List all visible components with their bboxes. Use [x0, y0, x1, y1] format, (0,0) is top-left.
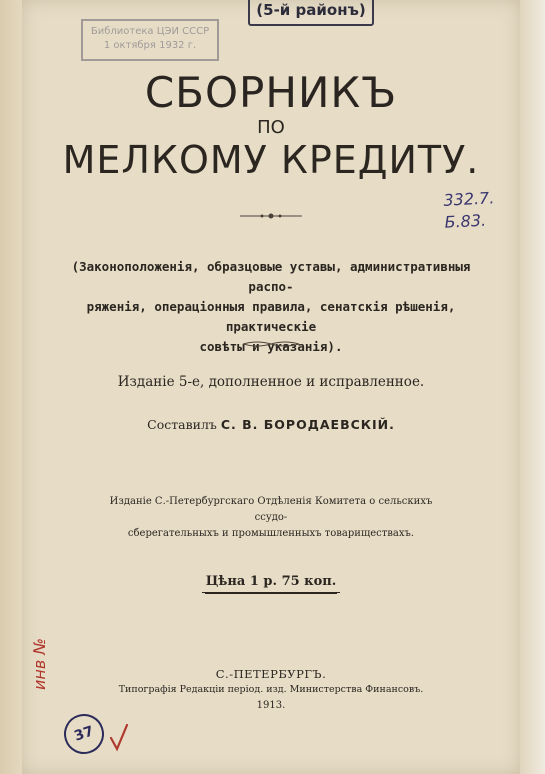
red-check-icon: [108, 722, 130, 752]
publisher-line-1: Изданіе С.-Петербургскаго Отдѣленія Комитета о сельскихъ ссудо-: [109, 496, 433, 523]
description-line-3: совѣты и указанія).: [199, 339, 343, 354]
compiler-name: С. В. БОРОДАЕВСКІЙ.: [220, 417, 395, 432]
inventory-note: инв №: [30, 637, 49, 690]
flourish-icon: [240, 212, 302, 220]
description-line-2: ряженія, операціонныя правила, сенатскія рѣшенія, практическіе: [86, 299, 456, 334]
book-title: СБОРНИКЪ: [144, 68, 398, 117]
ornament-divider-1: [22, 212, 520, 223]
publisher-statement: [92, 494, 450, 542]
region-stamp: (5-й районъ): [248, 0, 374, 26]
imprint-printer: Типографія Редакціи період. изд. Министерства Финансовъ.: [118, 684, 424, 695]
left-margin: [0, 0, 22, 774]
compiler-statement: [22, 417, 520, 432]
book-subtitle: МЕЛКОМУ КРЕДИТУ.: [62, 138, 480, 182]
title-page: [22, 0, 520, 774]
library-stamp: [81, 19, 219, 61]
publisher-line-2: сберегательныхъ и промышленныхъ товариществахъ.: [127, 528, 415, 539]
flourish-icon: [243, 340, 299, 348]
shelfmark-line-2: Б.83.: [444, 210, 487, 232]
ornament-divider-2: [22, 340, 520, 351]
shelfmark-line-1: 332.7.: [442, 188, 495, 210]
title-connector: ПО: [257, 117, 285, 138]
price-box: [22, 574, 520, 589]
edition-statement: Изданіе 5-е, дополненное и исправленное.: [117, 374, 425, 390]
description-line-1: (Законоположенія, образцовые уставы, административныя распо-: [71, 259, 471, 294]
library-stamp-line-2: 1 октября 1932 г.: [103, 40, 197, 51]
price: Цѣна 1 р. 75 коп.: [202, 574, 341, 593]
library-stamp-line-1: Библиотека ЦЭИ СССР: [90, 26, 210, 37]
number-stamp: 37: [59, 709, 109, 759]
imprint-city: С.-ПЕТЕРБУРГЪ.: [215, 667, 327, 681]
right-margin: [520, 0, 545, 774]
compiler-label: Составилъ: [147, 417, 217, 432]
imprint-year: 1913.: [256, 700, 286, 711]
shelfmark: [443, 186, 515, 234]
